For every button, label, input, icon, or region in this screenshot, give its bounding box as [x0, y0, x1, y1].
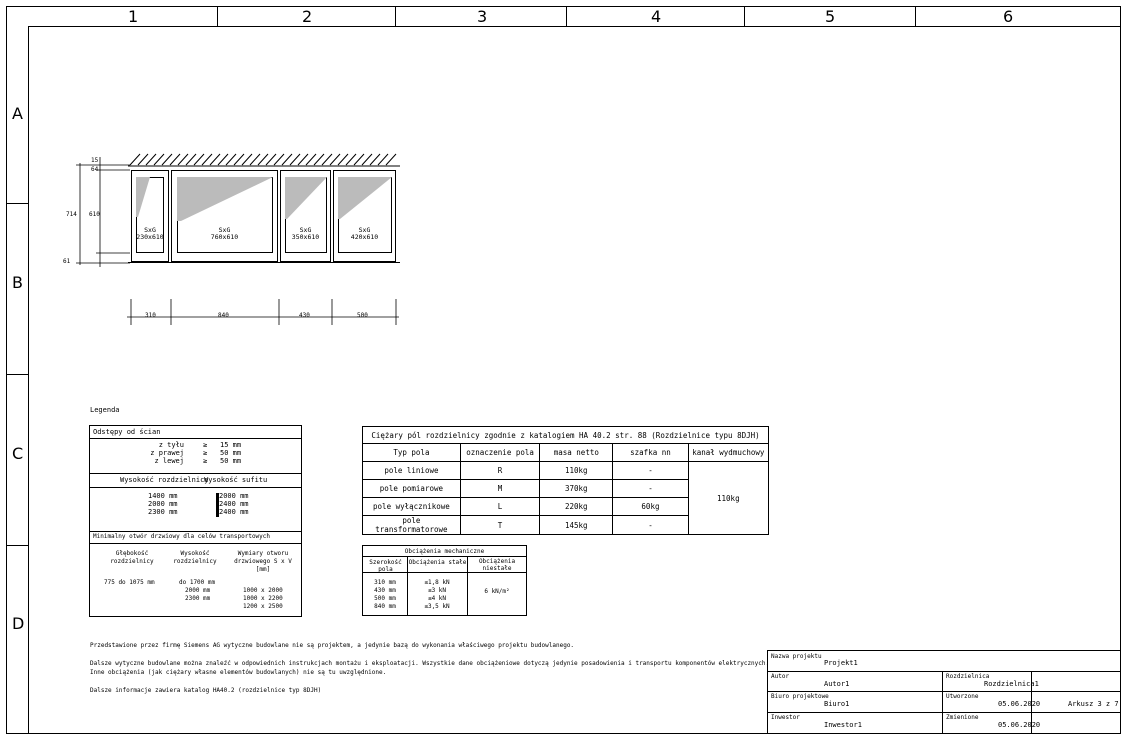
weights-title: Ciężary pól rozdzielnicy zgodnie z katalogiem HA 40.2 str. 88 (Rozdzielnice typu 8DJH)	[363, 427, 769, 444]
door-title: Minimalny otwór drzwiowy dla celów transportowych	[93, 533, 271, 540]
distance-label: z tyłu	[158, 441, 184, 449]
switchgear-panel	[131, 170, 169, 262]
dim-15: 15	[91, 157, 99, 164]
field-mass: 110kg	[540, 462, 613, 480]
door-height: 2300 mm	[185, 595, 211, 602]
field-mass: 370kg	[540, 480, 613, 498]
field-mass: 145kg	[540, 516, 613, 535]
field-type: pole transformatorowe	[363, 516, 461, 535]
channel-mass: 110kg	[688, 462, 768, 535]
note: Dalsze wytyczne budowlane można znaleźć w odpowiednich instrukcjach montażu i eksploatacji. Wszystkie dane obciążeniowe dotyczą jedynie posadowienia i transportu komponentów elektrycznych.	[90, 660, 770, 667]
door-col-3: Wymiary otworu drzwiowego S x V [mm]	[234, 550, 292, 573]
switchgear-label: Rozdzielnica	[946, 673, 990, 680]
panel-size: 760x610	[210, 233, 239, 241]
door-depth: 775 do 1075 mm	[104, 579, 155, 586]
field-mass: 220kg	[540, 498, 613, 516]
field-box: 60kg	[613, 498, 688, 516]
office-label: Biuro projektowe	[771, 693, 829, 700]
author-label: Autor	[771, 673, 790, 680]
mech-width: 500 mm	[374, 595, 396, 602]
height-value: 2000 mm	[148, 500, 178, 508]
field-type: pole liniowe	[363, 462, 461, 480]
door-dims: 1000 x 2200	[243, 595, 283, 602]
weights-header: Typ pola	[363, 444, 461, 462]
height-value: 2300 mm	[148, 508, 178, 516]
project-name: Projekt1	[824, 659, 858, 667]
column-label-5: 5	[825, 7, 836, 26]
legend-table	[89, 425, 302, 617]
created-date: 05.06.2020	[998, 700, 1041, 708]
dim-500: 500	[357, 312, 368, 319]
panel-type: SxG	[144, 226, 156, 234]
column-label-2: 2	[302, 7, 313, 26]
office-name: Biuro1	[824, 700, 850, 708]
door-height: 2000 mm	[185, 587, 211, 594]
field-code: L	[460, 498, 539, 516]
dim-430: 430	[299, 312, 310, 319]
note: Dalsze informacje zawiera katalog HA40.2 (rozdzielnice typ 8DJH)	[90, 687, 322, 694]
switchgear-name: Rozdzielnica1	[984, 680, 1039, 688]
weights-header: masa netto	[540, 444, 613, 462]
distance-sym: ≥	[203, 449, 208, 457]
mech-load: ≤3,5 kN	[424, 603, 450, 610]
sheet-number: Arkusz 3 z 7	[1068, 700, 1119, 708]
door-dims: 1200 x 2500	[243, 603, 283, 610]
panel-type: SxG	[218, 226, 231, 234]
distances-title: Odstępy od ścian	[93, 428, 161, 436]
mech-header: Szerokość pola	[369, 559, 402, 573]
row-label-a: A	[12, 104, 23, 123]
height-col-1: Wysokość rozdzielnicy	[120, 476, 209, 484]
distance-value: 50 mm	[220, 449, 242, 457]
mech-load: ≤1,8 kN	[424, 579, 450, 586]
switchgear-panel	[171, 170, 278, 262]
field-code: R	[460, 462, 539, 480]
weights-header: kanał wydmuchowy	[688, 444, 768, 462]
note: Przedstawione przez firmę Siemens AG wytyczne budowlane nie są projektem, a jedynie bazą do wykonania właściwego projektu budowlanego.	[90, 642, 575, 649]
mech-width: 310 mm	[374, 579, 396, 586]
mech-load: ≤3 kN	[427, 587, 447, 594]
weights-header: szafka nn	[613, 444, 688, 462]
distance-value: 50 mm	[220, 457, 242, 465]
dim-64: 64	[91, 166, 99, 173]
dim-61: 61	[63, 258, 71, 265]
column-label-4: 4	[651, 7, 662, 26]
note: Inne obciążenia (jak ciężary własne elementów budowlanych) nie są tu uwzględnione.	[90, 669, 387, 676]
ceiling-value: 2000 mm	[219, 492, 249, 500]
field-box: -	[613, 516, 688, 535]
door-col-2: Wysokość rozdzielnicy	[173, 550, 217, 565]
field-code: M	[460, 480, 539, 498]
column-label-3: 3	[477, 7, 488, 26]
investor-label: Inwestor	[771, 714, 800, 721]
height-col-2: Wysokość sufitu	[204, 476, 268, 484]
row-label-d: D	[12, 614, 25, 633]
height-value: 1400 mm	[148, 492, 178, 500]
panel-size: 420x610	[350, 233, 379, 241]
height-dimension-lines	[70, 155, 132, 270]
mech-width: 430 mm	[374, 587, 396, 594]
panel-size: 350x610	[291, 233, 320, 241]
field-box: -	[613, 480, 688, 498]
panel-type: SxG	[299, 226, 312, 234]
investor-name: Inwestor1	[824, 721, 862, 729]
ceiling-value: 2400 mm	[219, 508, 249, 516]
column-label-6: 6	[1003, 7, 1014, 26]
row-label-b: B	[12, 273, 23, 292]
field-box: -	[613, 462, 688, 480]
drawing-area-border	[28, 26, 1121, 734]
weights-table	[362, 426, 769, 535]
project-label: Nazwa projektu	[771, 653, 822, 660]
switchgear-floor-line	[128, 262, 400, 263]
mech-title: Obciążenia mechaniczne	[404, 548, 485, 555]
door-dims: 1000 x 2000	[243, 587, 283, 594]
mech-table	[362, 545, 527, 616]
row-label-c: C	[12, 444, 24, 463]
title-block	[767, 650, 1121, 734]
distance-sym: ≥	[203, 441, 208, 449]
distance-sym: ≥	[203, 457, 208, 465]
dim-310: 310	[145, 312, 156, 319]
distance-label: z lewej	[154, 457, 184, 465]
wall-hatch	[128, 152, 403, 168]
dim-610: 610	[89, 211, 100, 218]
mech-header: Obciążenia niestałe	[478, 558, 516, 572]
switchgear-panel	[280, 170, 331, 262]
weights-header: oznaczenie pola	[460, 444, 539, 462]
mech-width: 840 mm	[374, 603, 396, 610]
changed-date: 05.06.2020	[998, 721, 1041, 729]
panel-size: 230x610	[136, 233, 164, 241]
ceiling-value: 2400 mm	[219, 500, 249, 508]
created-label: Utworzone	[946, 693, 979, 700]
table-row	[363, 462, 769, 480]
column-label-1: 1	[128, 7, 139, 26]
dim-714: 714	[66, 211, 77, 218]
dim-840: 840	[218, 312, 229, 319]
door-height: do 1700 mm	[179, 579, 216, 586]
changed-label: Zmienione	[946, 714, 979, 721]
mech-variable: 6 kN/m²	[484, 588, 510, 595]
distance-value: 15 mm	[220, 441, 242, 449]
panel-type: SxG	[358, 226, 371, 234]
field-code: T	[460, 516, 539, 535]
field-type: pole pomiarowe	[363, 480, 461, 498]
field-type: pole wyłącznikowe	[363, 498, 461, 516]
door-col-1: Głębokość rozdzielnicy	[110, 550, 154, 565]
legend-title: Legenda	[90, 406, 120, 414]
mech-header: Obciążenia stałe	[408, 559, 467, 566]
switchgear-panel	[333, 170, 396, 262]
distance-label: z prawej	[150, 449, 184, 457]
author-name: Autor1	[824, 680, 850, 688]
mech-load: ≤4 kN	[427, 595, 447, 602]
